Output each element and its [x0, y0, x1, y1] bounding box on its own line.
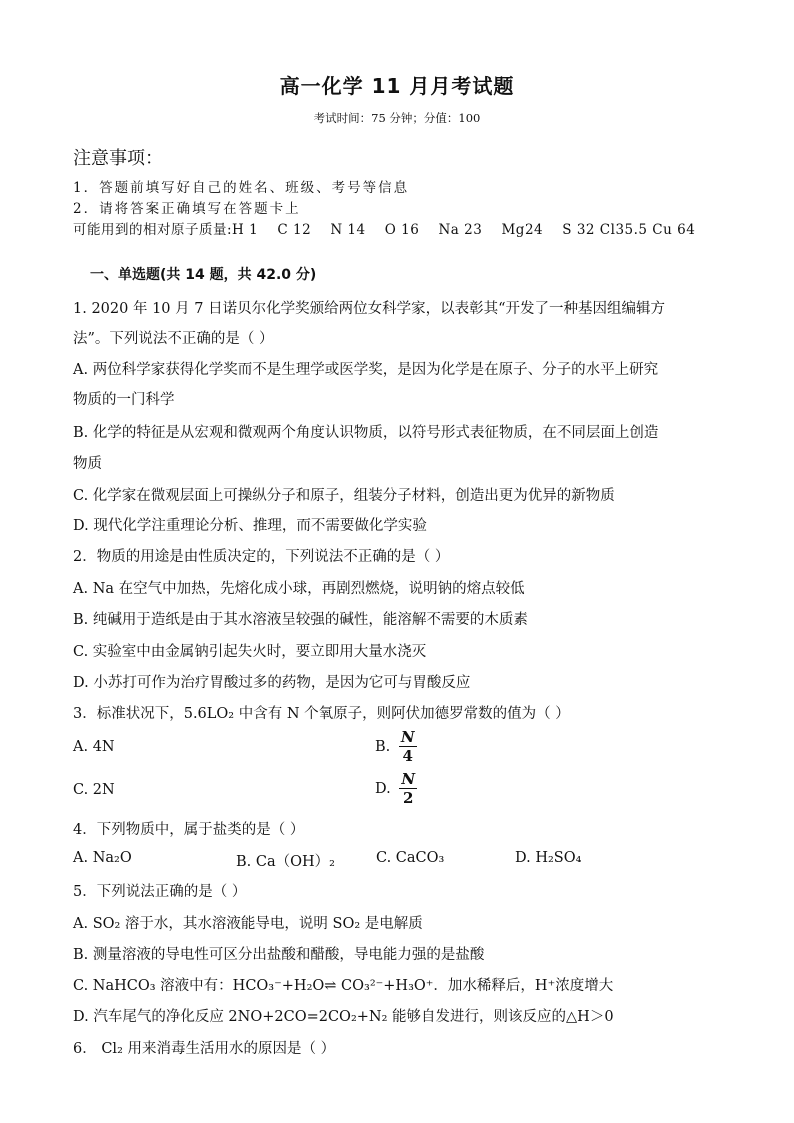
- q3-option-b: [375, 730, 417, 764]
- q3-option-b-label: B.: [375, 739, 391, 755]
- q4-option-b: B. Ca（OH）₂: [236, 854, 335, 870]
- q5-option-d: D. 汽车尾气的净化反应 2NO+2CO=2CO₂+N₂ 能够自发进行，则该反应的△H＞0: [73, 1009, 614, 1025]
- q3-option-b-denominator: 4: [402, 747, 413, 765]
- q3-option-d-numerator: N: [401, 770, 416, 788]
- q5-option-a: A. SO₂ 溶于水，其水溶液能导电，说明 SO₂ 是电解质: [73, 916, 423, 932]
- q1-stem-line-2: 法”。下列说法不正确的是（ ）: [73, 331, 274, 347]
- q2-option-a: A. Na 在空气中加热，先熔化成小球，再剧烈燃烧，说明钠的熔点较低: [73, 581, 525, 597]
- q6-stem: 6． Cl₂ 用来消毒生活用水的原因是（ ）: [73, 1041, 336, 1057]
- q1-option-b-line-2: 物质: [73, 456, 102, 472]
- q3-option-d-fraction: [399, 772, 417, 806]
- q3-option-b-fraction: [399, 730, 417, 764]
- q2-option-d: D. 小苏打可作为治疗胃酸过多的药物，是因为它可与胃酸反应: [73, 675, 471, 691]
- q3-option-d: [375, 772, 417, 806]
- q2-stem: 2．物质的用途是由性质决定的，下列说法不正确的是（ ）: [73, 549, 450, 565]
- section-heading: 一、单选题(共 14 题，共 42.0 分): [90, 267, 317, 283]
- q1-stem-line-1: 1. 2020 年 10 月 7 日诺贝尔化学奖颁给两位女科学家，以表彰其“开发了一种基因组编辑方: [73, 301, 665, 317]
- atomic-masses: 可能用到的相对原子质量:H 1 C 12 N 14 O 16 Na 23 Mg24 S 32 Cl35.5 Cu 64: [73, 222, 696, 238]
- notice-heading: 注意事项：: [73, 148, 163, 169]
- q5-stem: 5．下列说法正确的是（ ）: [73, 884, 247, 900]
- q1-option-c: C. 化学家在微观层面上可操纵分子和原子，组装分子材料，创造出更为优异的新物质: [73, 488, 615, 504]
- q4-option-d: D. H₂SO₄: [515, 850, 582, 866]
- exam-subtitle: 考试时间：75 分钟；分值：100: [313, 111, 481, 125]
- q1-option-a-line-1: A. 两位科学家获得化学奖而不是生理学或医学奖，是因为化学是在原子、分子的水平上研究: [73, 362, 659, 378]
- q3-option-c: C. 2N: [73, 782, 115, 798]
- q5-option-c: C. NaHCO₃ 溶液中有：HCO₃⁻+H₂O⇌ CO₃²⁻+H₃O⁺．加水稀释后，H⁺浓度增大: [73, 978, 614, 994]
- q2-option-c: C. 实验室中由金属钠引起失火时，要立即用大量水浇灭: [73, 644, 427, 660]
- exam-title: 高一化学 11 月月考试题: [279, 74, 515, 98]
- notice-item-1: 1．答题前填写好自己的姓名、班级、考号等信息: [73, 180, 410, 196]
- q3-option-d-denominator: 2: [402, 789, 414, 807]
- q3-stem: 3．标准状况下，5.6LO₂ 中含有 N 个氧原子，则阿伏加德罗常数的值为（ ）: [73, 706, 570, 722]
- q2-option-b: B. 纯碱用于造纸是由于其水溶液呈较强的碱性，能溶解不需要的木质素: [73, 612, 528, 628]
- q5-option-b: B. 测量溶液的导电性可区分出盐酸和醋酸，导电能力强的是盐酸: [73, 947, 485, 963]
- q3-option-a: A. 4N: [73, 739, 115, 755]
- notice-item-2: 2．请将答案正确填写在答题卡上: [73, 201, 301, 217]
- q3-option-b-numerator: N: [400, 728, 415, 746]
- q3-option-d-label: D.: [375, 781, 391, 797]
- q4-option-c: C. CaCO₃: [376, 850, 445, 866]
- q4-stem: 4．下列物质中，属于盐类的是（ ）: [73, 822, 305, 838]
- q1-option-a-line-2: 物质的一门科学: [73, 392, 175, 408]
- q4-option-a: A. Na₂O: [73, 850, 132, 866]
- q1-option-b-line-1: B. 化学的特征是从宏观和微观两个角度认识物质，以符号形式表征物质，在不同层面上创造: [73, 425, 659, 441]
- q1-option-d: D. 现代化学注重理论分析、推理，而不需要做化学实验: [73, 518, 427, 534]
